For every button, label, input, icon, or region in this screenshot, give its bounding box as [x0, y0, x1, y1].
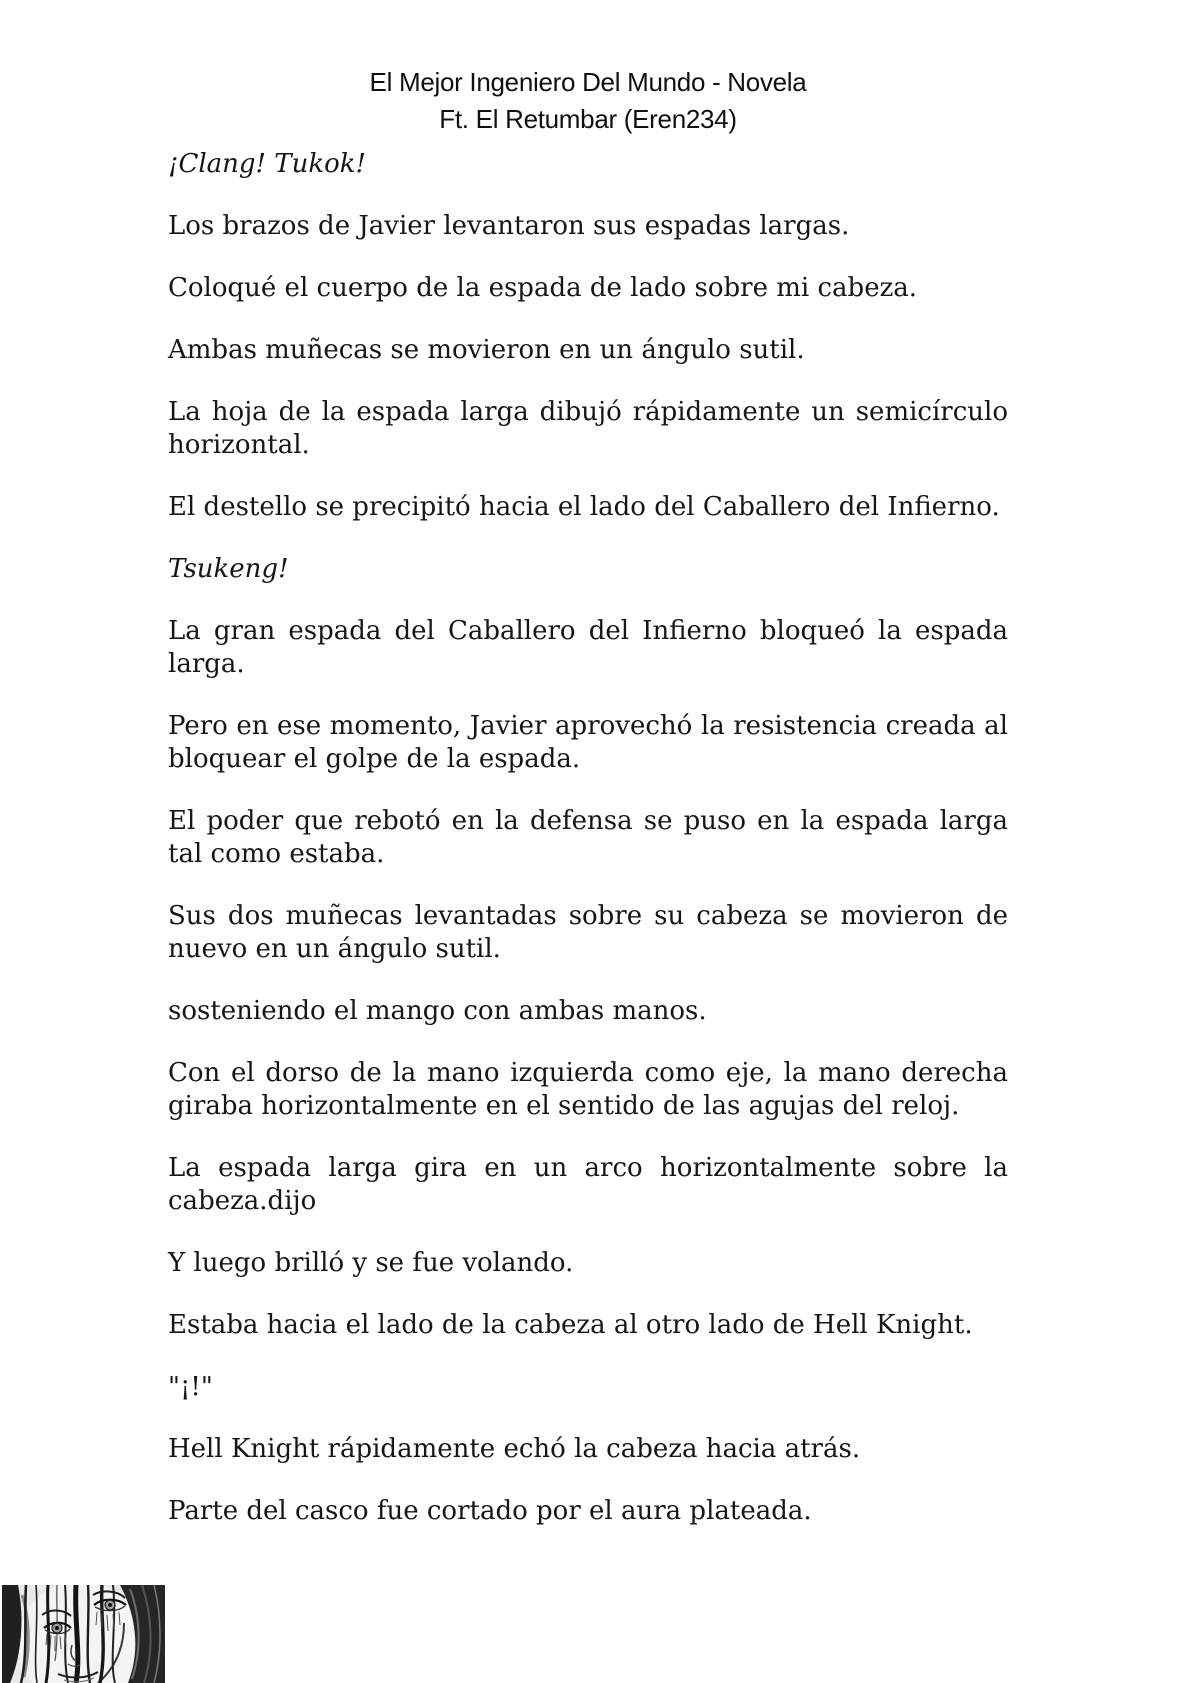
paragraph: La hoja de la espada larga dibujó rápidamente un semicírculo horizontal.: [168, 397, 1008, 460]
document-body: [168, 148, 1008, 1528]
paragraph: "¡!": [168, 1372, 213, 1402]
manga-face-illustration: [2, 1585, 165, 1683]
paragraph: Hell Knight rápidamente echó la cabeza hacia atrás.: [168, 1434, 861, 1464]
paragraph: Pero en ese momento, Javier aprovechó la resistencia creada al bloquear el golpe de la espada.: [168, 711, 1008, 774]
paragraph: Estaba hacia el lado de la cabeza al otro lado de Hell Knight.: [168, 1310, 973, 1340]
paragraph: Coloqué el cuerpo de la espada de lado sobre mi cabeza.: [168, 273, 918, 303]
paragraph: ¡Clang! Tukok!: [168, 149, 366, 179]
document-header: [168, 64, 1008, 138]
paragraph: La gran espada del Caballero del Infierno bloqueó la espada larga.: [168, 616, 1008, 679]
paragraph: El destello se precipitó hacia el lado del Caballero del Infierno.: [168, 492, 1000, 522]
paragraph: Y luego brilló y se fue volando.: [168, 1248, 574, 1278]
paragraph: Con el dorso de la mano izquierda como eje, la mano derecha giraba horizontalmente en el sentido de las agujas del reloj.: [168, 1058, 1008, 1121]
paragraph: Parte del casco fue cortado por el aura plateada.: [168, 1496, 812, 1526]
paragraph: La espada larga gira en un arco horizontalmente sobre la cabeza.dijo: [168, 1153, 1008, 1216]
paragraph: El poder que rebotó en la defensa se puso en la espada larga tal como estaba.: [168, 806, 1008, 869]
paragraph: Ambas muñecas se movieron en un ángulo sutil.: [168, 335, 805, 365]
document-content: [168, 64, 1008, 1557]
doc-title-line1: El Mejor Ingeniero Del Mundo - Novela: [369, 67, 807, 97]
paragraph: Los brazos de Javier levantaron sus espadas largas.: [168, 211, 850, 241]
doc-title-line2: Ft. El Retumbar (Eren234): [439, 104, 737, 134]
paragraph: Tsukeng!: [168, 554, 289, 584]
paragraph: Sus dos muñecas levantadas sobre su cabeza se movieron de nuevo en un ángulo sutil.: [168, 901, 1008, 964]
paragraph: sosteniendo el mango con ambas manos.: [168, 996, 707, 1026]
